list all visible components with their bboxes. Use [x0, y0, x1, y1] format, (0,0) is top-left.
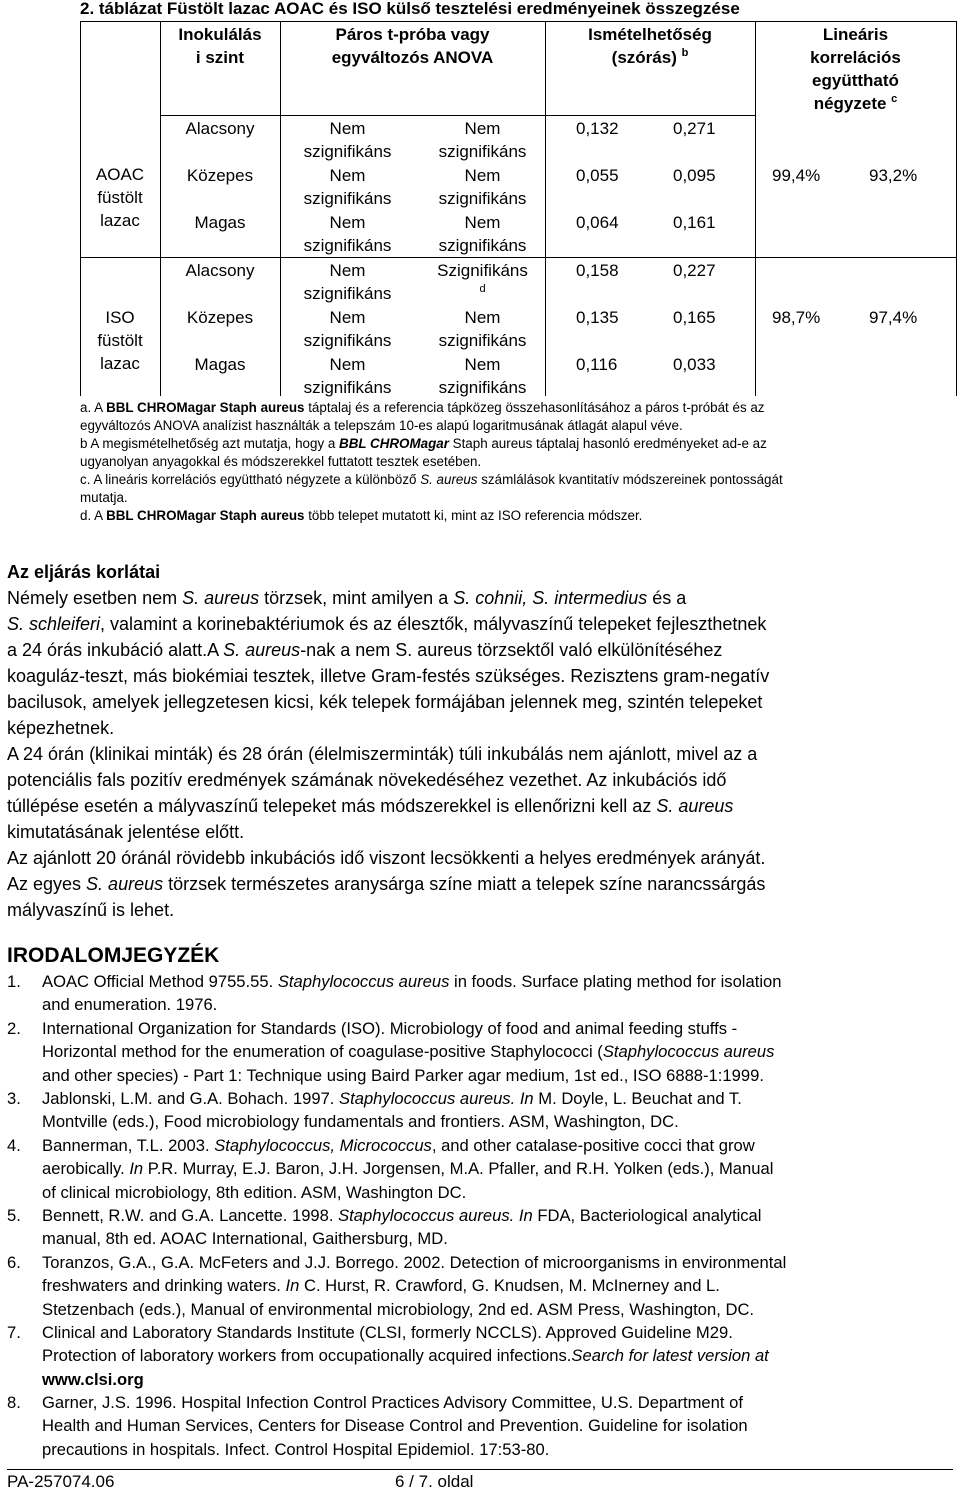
reference-item: 2. International Organization for Standards (ISO). Microbiology of food and animal feeding stuffs - Horizontal method for the enumeration of coagulase-positive Staphylococci (Staphylococcus aureus and other species) - Part 1: Technique using Baird Parker agar medium, 1st ed., ISO 6888-1:1999. [7, 1019, 775, 1085]
body-line: S. schleiferi, valamint a korinebaktériumok és az élesztők, mályvaszínű telepeket fejleszthetnek [7, 614, 767, 634]
table-border-top [80, 21, 956, 22]
level-cell: Magas [194, 355, 246, 374]
r2-value: 98,7% [772, 308, 821, 327]
paired-test-cell: Nem szignifikáns [303, 355, 392, 397]
reference-number: 7. [7, 1323, 21, 1342]
sd-cell: 0,161 [673, 213, 716, 232]
body-line: túllépése esetén a mályvaszínű telepeket más módszerekkel is ellenőrizni kell az S. aureus [7, 796, 734, 816]
level-cell: Közepes [186, 166, 254, 185]
sd-cell: 0,064 [576, 213, 619, 232]
reference-number: 3. [7, 1089, 21, 1108]
table-caption: 2. táblázat Füstölt lazac AOAC és ISO külső tesztelési eredményeinek összegzése [80, 0, 740, 18]
anova-cell: Nem szignifikáns [438, 308, 527, 350]
footnote-a: a. A BBL CHROMagar Staph aureus táptalaj és a referencia tápközeg összehasonlításához a páros t-próbát és az [80, 400, 765, 415]
reference-item: 7. Clinical and Laboratory Standards Institute (CLSI, formerly NCCLS). Approved Guideline M29. Protection of laboratory workers from occupationally acquired infections.Search for latest version at www.clsi.org [0, 1321, 960, 1391]
paired-test-cell: Nem szignifikáns [303, 119, 392, 161]
reference-number: 4. [7, 1136, 21, 1155]
anova-cell: Nem szignifikáns [438, 166, 527, 208]
reference-item: 8. Garner, J.S. 1996. Hospital Infection Control Practices Advisory Committee, U.S. Department of Health and Human Services, Centers for Disease Control and Prevention. Guideline for isolation precautions in hospitals. Infect. Control Hospital Epidemiol. 17:53-80. [7, 1393, 748, 1459]
level-cell: Alacsony [185, 119, 255, 138]
header-repeatability: Ismételhetőség (szórás) $^b$ [588, 25, 712, 67]
table-row-divider [160, 115, 755, 116]
footnote-b-cont: ugyanolyan anyagokkal és módszerekkel futtatott tesztek esetében. [80, 454, 482, 469]
references-list [0, 970, 960, 1460]
reference-number: 1. [7, 972, 21, 991]
reference-item: 3. Jablonski, L.M. and G.A. Bohach. 1997. Staphylococcus aureus. In M. Doyle, L. Beuchat and T. Montville (eds.), Food microbiology fundamentals and frontiers. ASM, Washington, DC. [7, 1089, 742, 1132]
group-label-aoac: AOAC füstölt lazac [95, 165, 145, 230]
sd-cell: 0,095 [673, 166, 716, 185]
header-inoculation: Inokulálás i szint [178, 25, 262, 67]
sd-cell: 0,135 [576, 308, 619, 327]
reference-item: 1. AOAC Official Method 9755.55. Staphylococcus aureus in foods. Surface plating method for isolation and enumeration. 1976. [7, 972, 782, 1015]
body-line: bacilusok, amelyek jellegzetesen kicsi, kék telepek formájában jelennek meg, szintén telepeket [7, 692, 763, 712]
footnote-c: c. A lineáris korrelációs együttható négyzete a különböző S. aureus számlálások kvantitatív módszereinek pontosságát [80, 472, 783, 487]
sd-cell: 0,227 [673, 261, 716, 280]
footer-doc-id: PA-257074.06 [7, 1472, 115, 1491]
reference-number: 2. [7, 1019, 21, 1038]
paired-test-cell: Nem szignifikáns [303, 166, 392, 208]
table-row-divider [80, 257, 956, 258]
footnote-b: b A megismételhetőség azt mutatja, hogy a BBL CHROMagar Staph aureus táptalaj hasonló eredményeket ad-e az [80, 436, 767, 451]
footer-page-number: 6 / 7. oldal [395, 1472, 474, 1491]
anova-cell: Nem szignifikáns [438, 119, 527, 161]
body-line: mályvaszínű is lehet. [7, 900, 175, 920]
body-line: a 24 órás inkubáció alatt.A S. aureus-nak a nem S. aureus törzsektől való elkülönítéséhez [7, 640, 723, 660]
group-label-iso: ISO füstölt lazac [97, 308, 143, 373]
limitations-section [7, 559, 769, 923]
reference-number: 5. [7, 1206, 21, 1225]
level-cell: Alacsony [185, 261, 255, 280]
body-line: Az egyes S. aureus törzsek természetes aranysárga színe miatt a telepek színe narancssárgás [7, 874, 766, 894]
body-line: A 24 órán (klinikai minták) és 28 órán (élelmiszerminták) túli inkubálás nem ajánlott, mivel az a [7, 744, 758, 764]
reference-item: 5. Bennett, R.W. and G.A. Lancette. 1998. Staphylococcus aureus. In FDA, Bacteriological analytical manual, 8th ed. AOAC International, Gaithersburg, MD. [7, 1206, 762, 1249]
reference-number: 8. [7, 1393, 21, 1412]
sd-cell: 0,165 [673, 308, 716, 327]
table-border-right [956, 21, 957, 396]
reference-number: 6. [7, 1253, 21, 1272]
sd-cell: 0,271 [673, 119, 716, 138]
paired-test-cell: Nem szignifikáns [303, 308, 392, 350]
body-line: Némely esetben nem S. aureus törzsek, mint amilyen a S. cohnii, S. intermedius és a [7, 588, 687, 608]
references-heading: IRODALOMJEGYZÉK [7, 944, 220, 967]
footnote-d: d. A BBL CHROMagar Staph aureus több telepet mutatott ki, mint az ISO referencia módszer. [80, 508, 643, 523]
body-line: Az ajánlott 20 óránál rövidebb inkubációs idő viszont lecsökkenti a helyes eredmények arányát. [7, 848, 766, 868]
r2-value: 97,4% [869, 308, 918, 327]
anova-cell: Szignifikáns d [437, 261, 528, 295]
footnote-a-cont: egyváltozós ANOVA analízist használták a telepszám 10-es alapú logaritmusának átlagát alapul véve. [80, 418, 683, 433]
sd-cell: 0,116 [576, 355, 618, 374]
sd-cell: 0,132 [576, 119, 619, 138]
sd-cell: 0,158 [576, 261, 619, 280]
r2-value: 99,4% [772, 166, 821, 185]
header-paired-test: Páros t-próba vagy egyváltozós ANOVA [331, 25, 494, 67]
body-line: potenciális fals pozitív eredmények számának növekedéséhez vezethet. Az inkubációs idő [7, 770, 727, 790]
clsi-link[interactable]: www.clsi.org [42, 1369, 144, 1389]
body-line: képezhetnek. [7, 718, 115, 738]
paired-test-cell: Nem szignifikáns [303, 261, 392, 303]
reference-item: 6. Toranzos, G.A., G.A. McFeters and J.J. Borrego. 2002. Detection of microorganisms in environmental freshwaters and drinking waters. In C. Hurst, R. Crawford, G. Knudsen, M. McInerney and L. Stetzenbach (eds.), Manual of environmental microbiology, 2nd ed. ASM Press, Washington, DC. [7, 1253, 787, 1319]
table-footnotes [80, 399, 783, 525]
limitations-heading: Az eljárás korlátai [7, 562, 161, 582]
reference-item: 4. Bannerman, T.L. 2003. Staphylococcus, Micrococcus, and other catalase-positive cocci that grow aerobically. In P.R. Murray, E.J. Baron, J.H. Jorgensen, M.A. Pfaller, and R.H. Yolken (eds.), Manual of clinical microbiology, 8th edition. ASM, Washington DC. [7, 1136, 774, 1202]
body-line: koaguláz-teszt, más biokémiai tesztek, illetve Gram-festés szükséges. Rezisztens gram-negatív [7, 666, 770, 686]
table-col-divider [160, 21, 161, 396]
footer-divider [7, 1469, 953, 1470]
footnote-c-cont: mutatja. [80, 490, 128, 505]
level-cell: Közepes [186, 308, 254, 327]
paired-test-cell: Nem szignifikáns [303, 213, 392, 255]
r2-value: 93,2% [869, 166, 918, 185]
level-cell: Magas [194, 213, 246, 232]
body-line: kimutatásának jelentése előtt. [7, 822, 245, 842]
sd-cell: 0,055 [576, 166, 619, 185]
sd-cell: 0,033 [673, 355, 716, 374]
header-linear-correlation: Lineáris korrelációs együttható négyzete $^c$ [810, 25, 901, 113]
anova-cell: Nem szignifikáns [438, 355, 527, 397]
anova-cell: Nem szignifikáns [438, 213, 527, 255]
